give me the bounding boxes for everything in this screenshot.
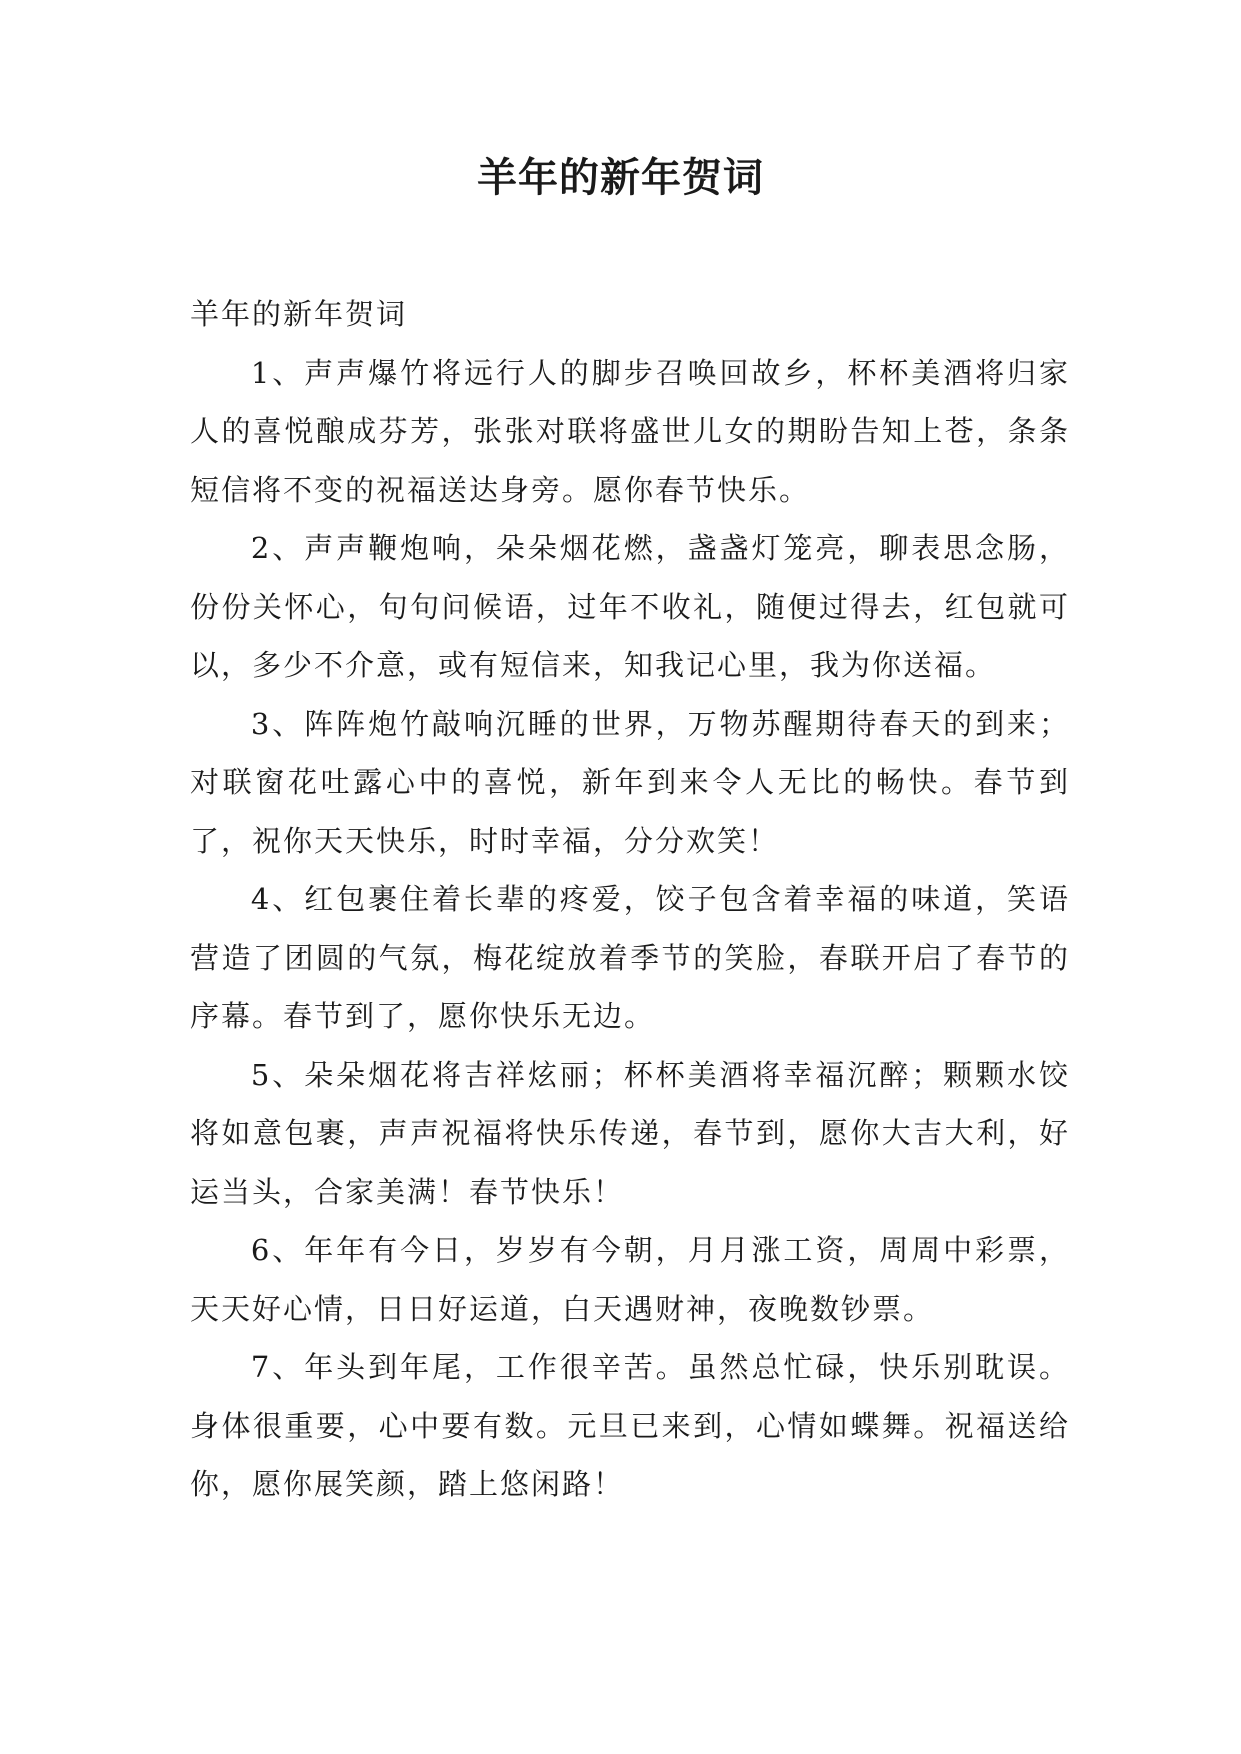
document-body xyxy=(190,285,1070,1514)
paragraph-7: 7、年头到年尾，工作很辛苦。虽然总忙碌，快乐别耽误。身体很重要，心中要有数。元旦已来到，心情如蝶舞。祝福送给你，愿你展笑颜，踏上悠闲路！ xyxy=(190,1350,1070,1501)
paragraph-4: 4、红包裹住着长辈的疼爱，饺子包含着幸福的味道，笑语营造了团圆的气氛，梅花绽放着季节的笑脸，春联开启了春节的序幕。春节到了，愿你快乐无边。 xyxy=(190,882,1070,1033)
paragraph-3: 3、阵阵炮竹敲响沉睡的世界，万物苏醒期待春天的到来；对联窗花吐露心中的喜悦，新年到来令人无比的畅快。春节到了，祝你天天快乐，时时幸福，分分欢笑！ xyxy=(190,706,1070,858)
paragraph-5: 5、朵朵烟花将吉祥炫丽；杯杯美酒将幸福沉醉；颗颗水饺将如意包裹，声声祝福将快乐传递，春节到，愿你大吉大利，好运当头，合家美满！春节快乐！ xyxy=(190,1057,1070,1209)
document-subtitle: 羊年的新年贺词 xyxy=(190,297,408,331)
paragraph-2: 2、声声鞭炮响，朵朵烟花燃，盏盏灯笼亮，聊表思念肠，份份关怀心，句句问候语，过年不收礼，随便过得去，红包就可以，多少不介意，或有短信来，知我记心里，我为你送福。 xyxy=(190,531,1070,682)
document-title: 羊年的新年贺词 xyxy=(477,155,764,201)
paragraph-1: 1、声声爆竹将远行人的脚步召唤回故乡，杯杯美酒将归家人的喜悦酿成芬芳，张张对联将盛世儿女的期盼告知上苍，条条短信将不变的祝福送达身旁。愿你春节快乐。 xyxy=(190,355,1070,507)
paragraph-6: 6、年年有今日，岁岁有今朝，月月涨工资，周周中彩票，天天好心情，日日好运道，白天遇财神，夜晚数钞票。 xyxy=(190,1233,1070,1326)
